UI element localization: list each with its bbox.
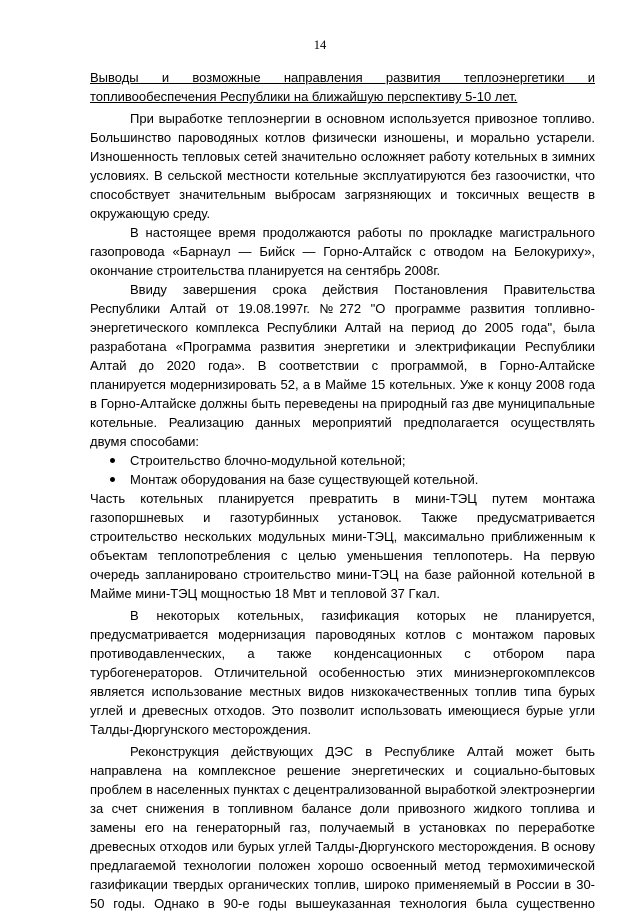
paragraph-line: строительство нескольких модульных мини-ТЭЦ, максимально приближенным к xyxy=(90,529,595,544)
paragraph-line: газификации твердых органических топлив, широко применяемый в России в 30- xyxy=(90,877,595,892)
paragraph-line: предлагаемой технологии положен хорошо освоенный метод термохимической xyxy=(90,858,595,873)
bullet-text: Монтаж оборудования на базе существующей котельной. xyxy=(130,472,479,487)
paragraph-line: двумя способами: xyxy=(90,434,199,449)
paragraph-line: очередь запланировано строительство мини-ТЭЦ на базе районной котельной в xyxy=(90,567,595,582)
paragraph-line: способствует значительным выбросам загрязняющих и токсичных веществ в xyxy=(90,187,595,202)
page-number: 14 xyxy=(313,38,327,52)
paragraph-line: Майме мини-ТЭЦ мощностью 18 Мвт и тепловой 37 Гкал. xyxy=(90,586,440,601)
paragraph-modernization xyxy=(90,606,595,739)
paragraph-line: 50 годы. Однако в 90-е годы вышеуказанная технология была существенно xyxy=(90,896,595,911)
paragraph-line: разработана «Программа развития энергетики и электрификации Республики xyxy=(90,339,595,354)
paragraph-line: В некоторых котельных, газификация которых не планируется, xyxy=(130,608,595,623)
paragraph-line: замены его на генераторный газ, получаемый в установках по переработке xyxy=(90,820,595,835)
paragraph-line: энергетического комплекса Республики Алтай на период до 2005 года", была xyxy=(90,320,595,335)
paragraph-line: планируется модернизировать 52, а в Майме 15 котельных. Уже к концу 2008 года xyxy=(90,377,595,392)
document-body xyxy=(90,68,595,913)
paragraph-line: Реконструкция действующих ДЭС в Республике Алтай может быть xyxy=(130,744,595,759)
paragraph-line: объектам теплопотребления с целью уменьшения теплопотерь. На первую xyxy=(90,548,595,563)
paragraph-line: Часть котельных планируется превратить в мини-ТЭЦ путем монтажа xyxy=(90,491,595,506)
bullet-list xyxy=(90,451,595,489)
paragraph-reconstruction xyxy=(90,742,595,913)
paragraph-line: проблем в населенных пунктах с децентрализованной выработкой электроэнергии xyxy=(90,782,595,797)
bullet-item xyxy=(90,470,595,489)
paragraph-line: газопоршневых и газотурбинных установок. Также предусматривается xyxy=(90,510,595,525)
paragraph-gas-pipeline xyxy=(90,223,595,280)
paragraph-line: предусматривается модернизация пароводяных котлов с монтажом паровых xyxy=(90,627,595,642)
paragraph-line: котельные. Реализацию данных мероприятий предполагается осуществлять xyxy=(90,415,595,430)
bullet-icon xyxy=(110,477,115,482)
paragraph-line: В настоящее время продолжаются работы по прокладке магистрального xyxy=(130,225,595,240)
section-heading xyxy=(90,68,595,106)
paragraph-line: углей и древесных отходов. Это позволит использовать имеющиеся бурые угли xyxy=(90,703,595,718)
paragraph-mini-chp xyxy=(90,489,595,603)
paragraph-line: Талды-Дюргунского месторождения. xyxy=(90,722,312,737)
heading-line: Выводы и возможные направления развития теплоэнергетики и xyxy=(90,70,595,85)
bullet-text: Строительство блочно-модульной котельной; xyxy=(130,453,406,468)
bullet-item xyxy=(90,451,595,470)
bullet-icon xyxy=(110,458,115,463)
paragraph-line: Ввиду завершения срока действия Постановления Правительства xyxy=(130,282,595,297)
paragraph-line: газопровода «Барнаул — Бийск — Горно-Алтайск с отводом на Белокуриху», xyxy=(90,244,595,259)
paragraph-line: противодавленческих, а также конденсационных с отбором пара xyxy=(90,646,595,661)
paragraph-line: окружающую среду. xyxy=(90,206,211,221)
paragraph-line: окончание строительства планируется на сентябрь 2008г. xyxy=(90,263,441,278)
paragraph-line: условиях. В сельской местности котельные эксплуатируются без газоочистки, что xyxy=(90,168,595,183)
paragraph-line: за счет снижения в топливном балансе доли привозного жидкого топлива и xyxy=(90,801,595,816)
heading-line: топливообеспечения Республики на ближайшую перспективу 5-10 лет. xyxy=(90,89,518,104)
paragraph-line: направлена на комплексное решение энергетических и социально-бытовых xyxy=(90,763,595,778)
paragraph-line: При выработке теплоэнергии в основном используется привозное топливо. xyxy=(130,111,595,126)
paragraph-line: Большинство пароводяных котлов физически изношены, и морально устарели. xyxy=(90,130,595,145)
paragraph-line: Республики Алтай от 19.08.1997г. №272 "О программе развития топливно- xyxy=(90,301,595,316)
paragraph-line: древесных отходов или бурых углей Талды-Дюргунского месторождения. В основу xyxy=(90,839,595,854)
paragraph-line: в Горно-Алтайске должны быть переведены на природный газ две муниципальные xyxy=(90,396,595,411)
paragraph-line: является использование местных видов низкокачественных топлив типа бурых xyxy=(90,684,595,699)
paragraph-line: Изношенность тепловых сетей значительно осложняет работу котельных в зимних xyxy=(90,149,595,164)
paragraph-program xyxy=(90,280,595,451)
paragraph-line: Алтай до 2020 года». В соответствии с программой, в Горно-Алтайске xyxy=(90,358,595,373)
paragraph-imported-fuel xyxy=(90,109,595,223)
paragraph-line: турбогенераторов. Отличительной особенностью этих миниэнергокомплексов xyxy=(90,665,595,680)
